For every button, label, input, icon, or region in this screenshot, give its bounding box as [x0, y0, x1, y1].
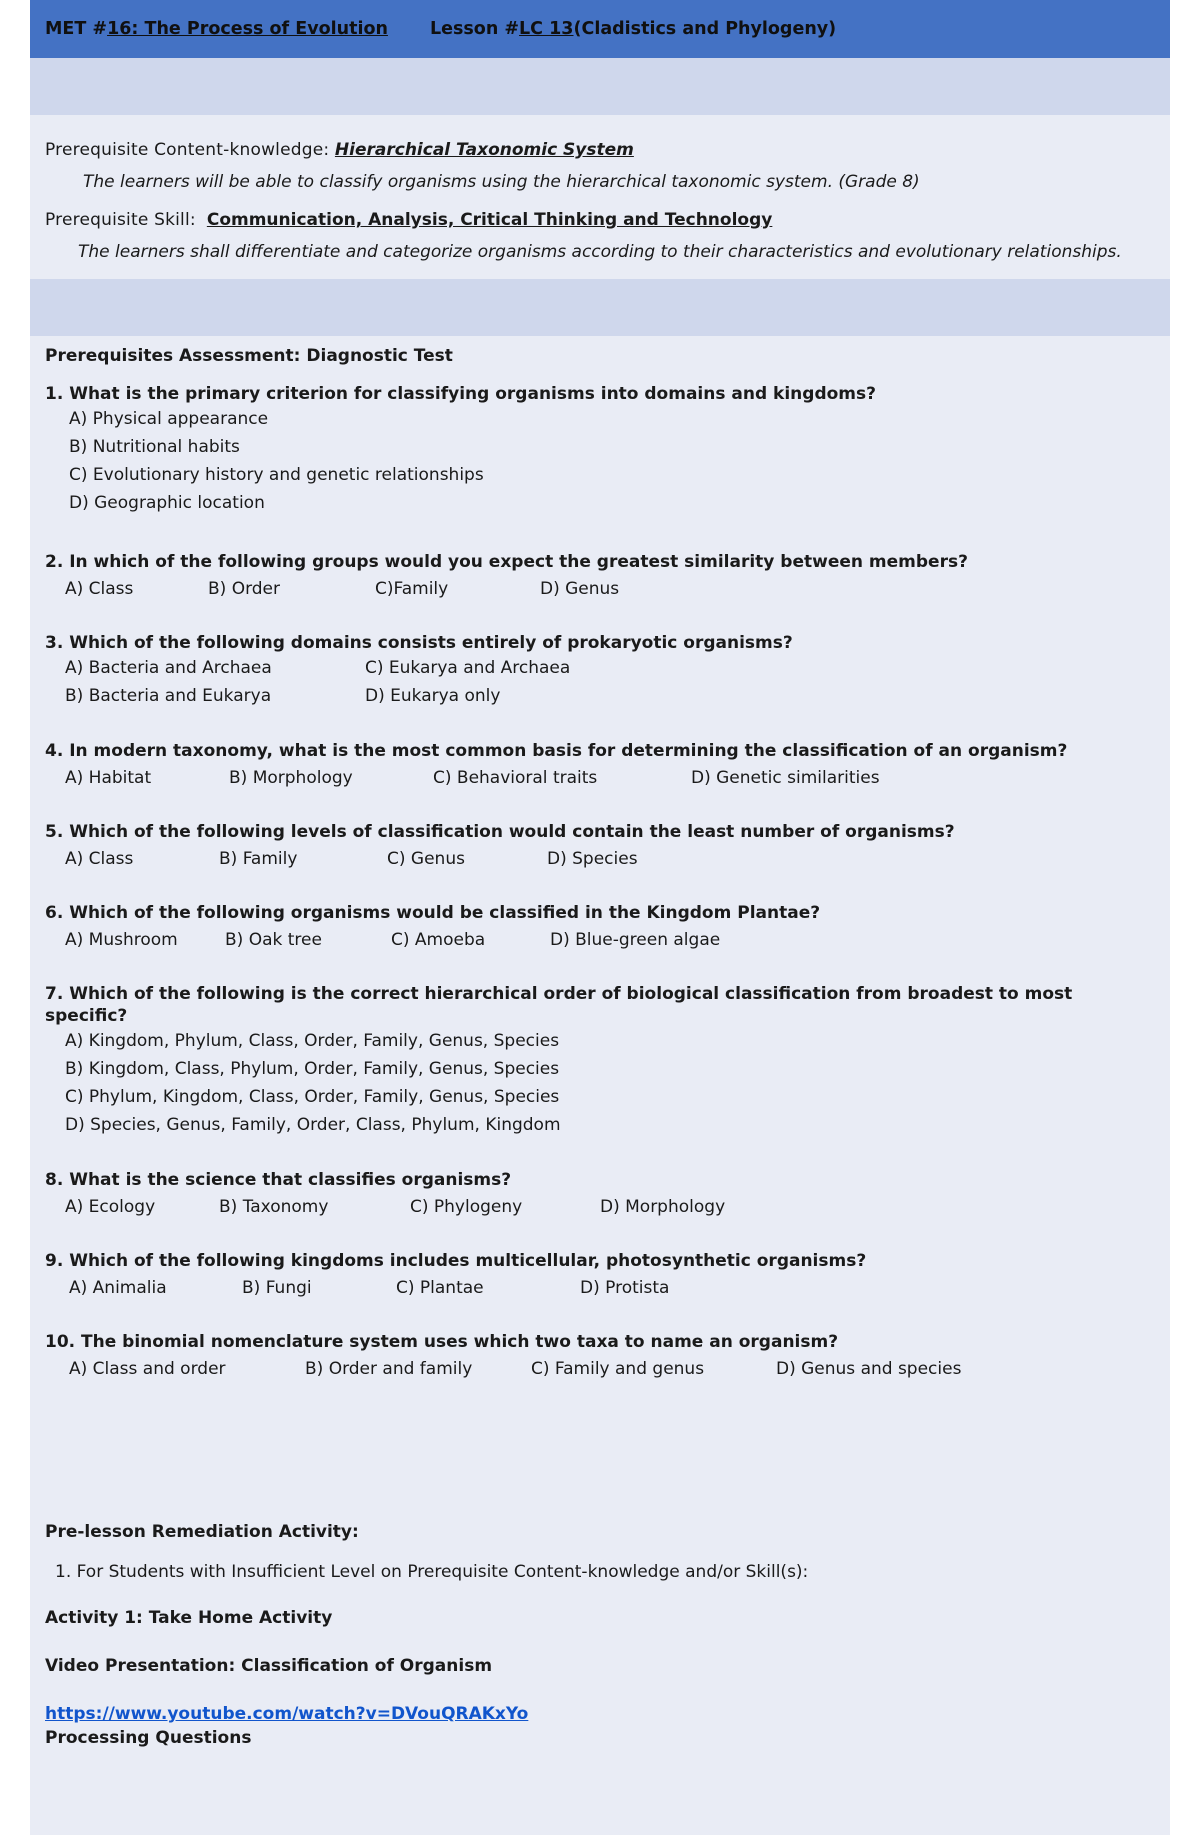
- answer-options: [45, 654, 1155, 710]
- answer-option: D) Eukarya only: [365, 686, 501, 706]
- answer-options: [45, 846, 1155, 872]
- question-stem: 3. Which of the following domains consists entirely of prokaryotic organisms?: [45, 633, 793, 653]
- question-stem: 1. What is the primary criterion for classifying organisms into domains and kingdoms?: [45, 384, 876, 404]
- answer-option: D) Genetic similarities: [691, 768, 880, 788]
- question-7: [45, 983, 1155, 1139]
- answer-option: B) Nutritional habits: [69, 437, 240, 457]
- video-link[interactable]: https://www.youtube.com/watch?v=DVouQRAKxYo: [45, 1704, 529, 1724]
- answer-option: C) Phylum, Kingdom, Class, Order, Family, Genus, Species: [65, 1087, 560, 1107]
- prereq-skill-label: Prerequisite Skill:: [45, 210, 202, 230]
- answer-option: A) Mushroom: [65, 930, 178, 950]
- answer-option: C) Eukarya and Archaea: [365, 658, 571, 678]
- answer-option: A) Ecology: [65, 1197, 156, 1217]
- question-stem: 2. In which of the following groups would you expect the greatest similarity between members?: [45, 552, 968, 572]
- answer-option: D) Species, Genus, Family, Order, Class, Phylum, Kingdom: [65, 1115, 561, 1135]
- question-stem: 4. In modern taxonomy, what is the most common basis for determining the classification of an organism?: [45, 741, 1068, 761]
- question-5: [45, 821, 1155, 872]
- document-header: [30, 0, 1170, 58]
- answer-option: B) Kingdom, Class, Phylum, Order, Family, Genus, Species: [65, 1059, 560, 1079]
- processing-questions-heading: Processing Questions: [45, 1728, 252, 1748]
- prerequisite-section: [30, 115, 1170, 271]
- answer-option: D) Species: [547, 849, 638, 869]
- answer-option: C) Evolutionary history and genetic relationships: [69, 465, 484, 485]
- question-stem: 7. Which of the following is the correct hierarchical order of biological classification from broadest to most specific?: [45, 984, 1073, 1026]
- answer-option: A) Class and order: [69, 1359, 226, 1379]
- met-label: MET #: [45, 19, 108, 39]
- answer-option: C) Genus: [387, 849, 465, 869]
- question-stem: 6. Which of the following organisms would be classified in the Kingdom Plantae?: [45, 903, 821, 923]
- question-2: [45, 551, 1155, 602]
- answer-option: C) Plantae: [396, 1278, 484, 1298]
- prereq-skill-description: The learners shall differentiate and categorize organisms according to their characteristics and evolutionary relationships.: [78, 242, 1122, 262]
- answer-option: D) Geographic location: [69, 493, 265, 513]
- answer-option: C) Behavioral traits: [433, 768, 598, 788]
- video-presentation-title: Video Presentation: Classification of Organism: [45, 1656, 493, 1676]
- prereq-skill-value: Communication, Analysis, Critical Thinking and Technology: [206, 210, 773, 230]
- answer-option: B) Order and family: [305, 1359, 473, 1379]
- answer-options: [45, 927, 1155, 953]
- question-3: [45, 632, 1155, 710]
- question-stem: 5. Which of the following levels of classification would contain the least number of organisms?: [45, 822, 955, 842]
- answer-options: [45, 1194, 1155, 1220]
- answer-option: A) Class: [65, 849, 134, 869]
- answer-option: A) Bacteria and Archaea: [65, 658, 272, 678]
- answer-option: C)Family: [375, 579, 449, 599]
- answer-option: D) Morphology: [600, 1197, 726, 1217]
- answer-options: [45, 405, 1155, 517]
- prereq-content-value: Hierarchical Taxonomic System: [334, 140, 634, 160]
- answer-option: B) Bacteria and Eukarya: [65, 686, 272, 706]
- answer-options: [45, 1027, 1155, 1139]
- lesson-title: (Cladistics and Phylogeny): [573, 19, 837, 39]
- prereq-skill-line: [45, 209, 1155, 231]
- assessment-title: Prerequisites Assessment: Diagnostic Test: [45, 346, 453, 366]
- question-10: [45, 1331, 1155, 1382]
- prereq-content-description: The learners will be able to classify organisms using the hierarchical taxonomic system. (Grade 8): [83, 172, 920, 192]
- question-8: [45, 1169, 1155, 1220]
- question-stem: 10. The binomial nomenclature system uses which two taxa to name an organism?: [45, 1332, 839, 1352]
- answer-options: [45, 1275, 1155, 1301]
- answer-option: C) Family and genus: [531, 1359, 705, 1379]
- remediation-title: Pre-lesson Remediation Activity:: [45, 1522, 359, 1542]
- answer-option: B) Family: [219, 849, 298, 869]
- answer-options: [45, 1356, 1155, 1382]
- answer-option: A) Class: [65, 579, 134, 599]
- assessment-section: [30, 346, 1170, 1748]
- answer-option: C) Amoeba: [391, 930, 486, 950]
- prereq-content-line: [45, 139, 1155, 161]
- header-band: [30, 58, 1170, 115]
- lesson-document: [30, 0, 1170, 1835]
- activity-title: Activity 1: Take Home Activity: [45, 1608, 333, 1628]
- question-stem: 9. Which of the following kingdoms includes multicellular, photosynthetic organisms?: [45, 1251, 867, 1271]
- question-4: [45, 740, 1155, 791]
- lesson-label: Lesson #: [429, 19, 520, 39]
- answer-option: B) Order: [208, 579, 281, 599]
- answer-option: D) Genus: [540, 579, 620, 599]
- question-1: [45, 383, 1155, 517]
- answer-option: A) Kingdom, Phylum, Class, Order, Family, Genus, Species: [65, 1031, 560, 1051]
- question-6: [45, 902, 1155, 953]
- answer-option: A) Physical appearance: [69, 409, 269, 429]
- answer-option: D) Blue-green algae: [550, 930, 721, 950]
- question-9: [45, 1250, 1155, 1301]
- met-title: 16: The Process of Evolution: [107, 19, 388, 39]
- answer-option: B) Taxonomy: [219, 1197, 329, 1217]
- answer-option: D) Protista: [580, 1278, 670, 1298]
- answer-option: A) Habitat: [65, 768, 152, 788]
- question-stem: 8. What is the science that classifies organisms?: [45, 1170, 512, 1190]
- answer-options: [45, 576, 1155, 602]
- answer-option: C) Phylogeny: [410, 1197, 523, 1217]
- answer-option: B) Oak tree: [225, 930, 322, 950]
- answer-options: [45, 765, 1155, 791]
- remediation-item: 1. For Students with Insufficient Level on Prerequisite Content-knowledge and/or Skill(s):: [55, 1562, 809, 1582]
- answer-option: D) Genus and species: [776, 1359, 962, 1379]
- answer-option: A) Animalia: [69, 1278, 167, 1298]
- answer-option: B) Morphology: [229, 768, 353, 788]
- assessment-band: [30, 279, 1170, 336]
- answer-option: B) Fungi: [242, 1278, 312, 1298]
- prereq-content-label: Prerequisite Content-knowledge:: [45, 140, 335, 160]
- lesson-code: LC 13: [519, 19, 574, 39]
